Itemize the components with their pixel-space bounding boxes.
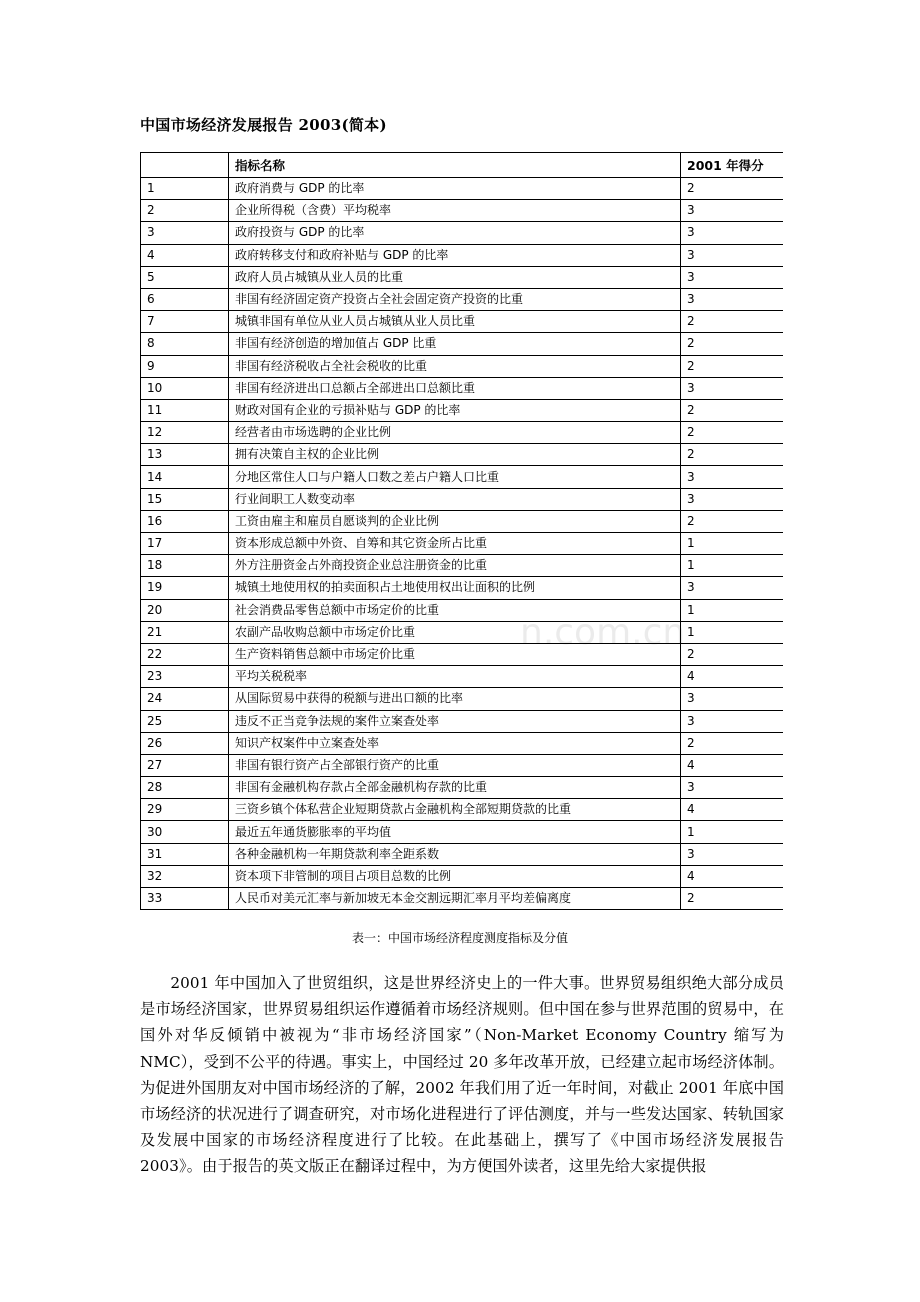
row-index: 26	[141, 732, 229, 754]
table-row	[141, 399, 783, 421]
table-row	[141, 377, 783, 399]
row-score: 2	[681, 444, 783, 466]
document-title: 中国市场经济发展报告 2003(简本)	[140, 116, 387, 134]
row-index: 30	[141, 821, 229, 843]
row-score: 3	[681, 843, 783, 865]
row-index: 2	[141, 200, 229, 222]
row-score: 2	[681, 888, 783, 910]
header-indicator-name: 指标名称	[229, 153, 681, 178]
row-indicator-name: 政府投资与 GDP 的比率	[229, 222, 681, 244]
row-score: 2	[681, 732, 783, 754]
row-indicator-name: 农副产品收购总额中市场定价比重	[229, 621, 681, 643]
row-indicator-name: 资本形成总额中外资、自筹和其它资金所占比重	[229, 533, 681, 555]
row-index: 19	[141, 577, 229, 599]
table-row	[141, 643, 783, 665]
row-index: 13	[141, 444, 229, 466]
row-index: 9	[141, 355, 229, 377]
row-score: 3	[681, 777, 783, 799]
row-indicator-name: 非国有金融机构存款占全部金融机构存款的比重	[229, 777, 681, 799]
table-row	[141, 688, 783, 710]
row-score: 3	[681, 488, 783, 510]
row-indicator-name: 工资由雇主和雇员自愿谈判的企业比例	[229, 510, 681, 532]
row-indicator-name: 知识产权案件中立案查处率	[229, 732, 681, 754]
row-index: 8	[141, 333, 229, 355]
row-score: 3	[681, 466, 783, 488]
row-score: 4	[681, 666, 783, 688]
row-score: 3	[681, 710, 783, 732]
row-indicator-name: 政府消费与 GDP 的比率	[229, 178, 681, 200]
table-row	[141, 311, 783, 333]
row-score: 2	[681, 643, 783, 665]
row-indicator-name: 各种金融机构一年期贷款利率全距系数	[229, 843, 681, 865]
row-index: 22	[141, 643, 229, 665]
table-row	[141, 777, 783, 799]
watermark: n.com.cn	[520, 612, 686, 653]
row-index: 29	[141, 799, 229, 821]
row-index: 33	[141, 888, 229, 910]
row-index: 11	[141, 399, 229, 421]
row-index: 5	[141, 266, 229, 288]
row-index: 31	[141, 843, 229, 865]
table-row	[141, 200, 783, 222]
row-score: 1	[681, 821, 783, 843]
table-row	[141, 710, 783, 732]
row-score: 3	[681, 377, 783, 399]
row-score: 3	[681, 222, 783, 244]
row-indicator-name: 政府转移支付和政府补贴与 GDP 的比率	[229, 244, 681, 266]
table-row	[141, 577, 783, 599]
row-score: 3	[681, 266, 783, 288]
row-indicator-name: 经营者由市场选聘的企业比例	[229, 422, 681, 444]
table-row	[141, 666, 783, 688]
row-index: 7	[141, 311, 229, 333]
row-index: 20	[141, 599, 229, 621]
row-score: 1	[681, 621, 783, 643]
row-index: 6	[141, 288, 229, 310]
row-index: 24	[141, 688, 229, 710]
table-row	[141, 355, 783, 377]
table-row	[141, 843, 783, 865]
row-score: 3	[681, 688, 783, 710]
table-row	[141, 621, 783, 643]
row-indicator-name: 非国有经济税收占全社会税收的比重	[229, 355, 681, 377]
row-index: 18	[141, 555, 229, 577]
row-score: 2	[681, 399, 783, 421]
row-index: 17	[141, 533, 229, 555]
row-indicator-name: 财政对国有企业的亏损补贴与 GDP 的比率	[229, 399, 681, 421]
header-index	[141, 153, 229, 178]
table-row	[141, 821, 783, 843]
row-score: 2	[681, 355, 783, 377]
table-row	[141, 533, 783, 555]
row-indicator-name: 非国有银行资产占全部银行资产的比重	[229, 754, 681, 776]
table-row	[141, 510, 783, 532]
row-indicator-name: 外方注册资金占外商投资企业总注册资金的比重	[229, 555, 681, 577]
row-indicator-name: 非国有经济进出口总额占全部进出口总额比重	[229, 377, 681, 399]
row-score: 2	[681, 311, 783, 333]
row-indicator-name: 最近五年通货膨胀率的平均值	[229, 821, 681, 843]
row-score: 3	[681, 577, 783, 599]
table-row	[141, 333, 783, 355]
table-row	[141, 178, 783, 200]
row-indicator-name: 拥有决策自主权的企业比例	[229, 444, 681, 466]
row-indicator-name: 行业间职工人数变动率	[229, 488, 681, 510]
row-indicator-name: 城镇非国有单位从业人员占城镇从业人员比重	[229, 311, 681, 333]
row-score: 1	[681, 555, 783, 577]
table-row	[141, 466, 783, 488]
row-score: 4	[681, 865, 783, 887]
table-caption: 表一：中国市场经济程度测度指标及分值	[351, 931, 568, 945]
table-row	[141, 244, 783, 266]
row-indicator-name: 社会消费品零售总额中市场定价的比重	[229, 599, 681, 621]
table-row	[141, 288, 783, 310]
table-row	[141, 799, 783, 821]
row-score: 4	[681, 799, 783, 821]
row-index: 28	[141, 777, 229, 799]
table-row	[141, 732, 783, 754]
row-index: 25	[141, 710, 229, 732]
header-score-2001: 2001 年得分	[681, 153, 783, 178]
table-row	[141, 599, 783, 621]
row-score: 3	[681, 288, 783, 310]
row-score: 1	[681, 533, 783, 555]
row-indicator-name: 非国有经济固定资产投资占全社会固定资产投资的比重	[229, 288, 681, 310]
table-body	[141, 178, 783, 910]
row-indicator-name: 人民币对美元汇率与新加坡无本金交割远期汇率月平均差偏离度	[229, 888, 681, 910]
row-indicator-name: 政府人员占城镇从业人员的比重	[229, 266, 681, 288]
row-score: 2	[681, 422, 783, 444]
row-index: 12	[141, 422, 229, 444]
row-index: 1	[141, 178, 229, 200]
table-header-row	[141, 153, 783, 178]
row-index: 14	[141, 466, 229, 488]
row-index: 23	[141, 666, 229, 688]
table-row	[141, 266, 783, 288]
row-index: 15	[141, 488, 229, 510]
row-indicator-name: 分地区常住人口与户籍人口数之差占户籍人口比重	[229, 466, 681, 488]
row-index: 4	[141, 244, 229, 266]
row-indicator-name: 生产资料销售总额中市场定价比重	[229, 643, 681, 665]
table-row	[141, 222, 783, 244]
table-row	[141, 754, 783, 776]
row-indicator-name: 违反不正当竞争法规的案件立案查处率	[229, 710, 681, 732]
indicator-table	[140, 152, 783, 910]
row-score: 3	[681, 200, 783, 222]
table-row	[141, 888, 783, 910]
table-row	[141, 422, 783, 444]
row-indicator-name: 企业所得税（含费）平均税率	[229, 200, 681, 222]
row-score: 4	[681, 754, 783, 776]
row-indicator-name: 从国际贸易中获得的税额与进出口额的比率	[229, 688, 681, 710]
row-index: 32	[141, 865, 229, 887]
row-score: 2	[681, 333, 783, 355]
row-score: 2	[681, 510, 783, 532]
row-indicator-name: 资本项下非管制的项目占项目总数的比例	[229, 865, 681, 887]
table-row	[141, 444, 783, 466]
table-row	[141, 865, 783, 887]
row-index: 16	[141, 510, 229, 532]
row-score: 1	[681, 599, 783, 621]
row-score: 3	[681, 244, 783, 266]
row-indicator-name: 城镇土地使用权的拍卖面积占土地使用权出让面积的比例	[229, 577, 681, 599]
table-row	[141, 555, 783, 577]
table-row	[141, 488, 783, 510]
row-score: 2	[681, 178, 783, 200]
row-index: 21	[141, 621, 229, 643]
row-index: 10	[141, 377, 229, 399]
body-paragraph: 2001 年中国加入了世贸组织，这是世界经济史上的一件大事。世界贸易组织绝大部分成员是市场经济国家，世界贸易组织运作遵循着市场经济规则。但中国在参与世界范围的贸易中，在国外对华反倾销中被视为“非市场经济国家”（Non-Market Economy Country 缩写为 NMC），受到不公平的待遇。事实上，中国经过 20 多年改革开放，已经建立起市场经济体制。为促进外国朋友对中国市场经济的了解，2002 年我们用了近一年时间，对截止 2001 年底中国市场经济的状况进行了调查研究，对市场化进程进行了评估测度，并与一些发达国家、转轨国家及发展中国家的市场经济程度进行了比较。在此基础上，撰写了《中国市场经济发展报告 2003》。由于报告的英文版正在翻译过程中，为方便国外读者，这里先给大家提供报	[140, 974, 784, 1176]
row-index: 3	[141, 222, 229, 244]
row-indicator-name: 三资乡镇个体私营企业短期贷款占金融机构全部短期贷款的比重	[229, 799, 681, 821]
row-index: 27	[141, 754, 229, 776]
row-indicator-name: 非国有经济创造的增加值占 GDP 比重	[229, 333, 681, 355]
row-indicator-name: 平均关税税率	[229, 666, 681, 688]
